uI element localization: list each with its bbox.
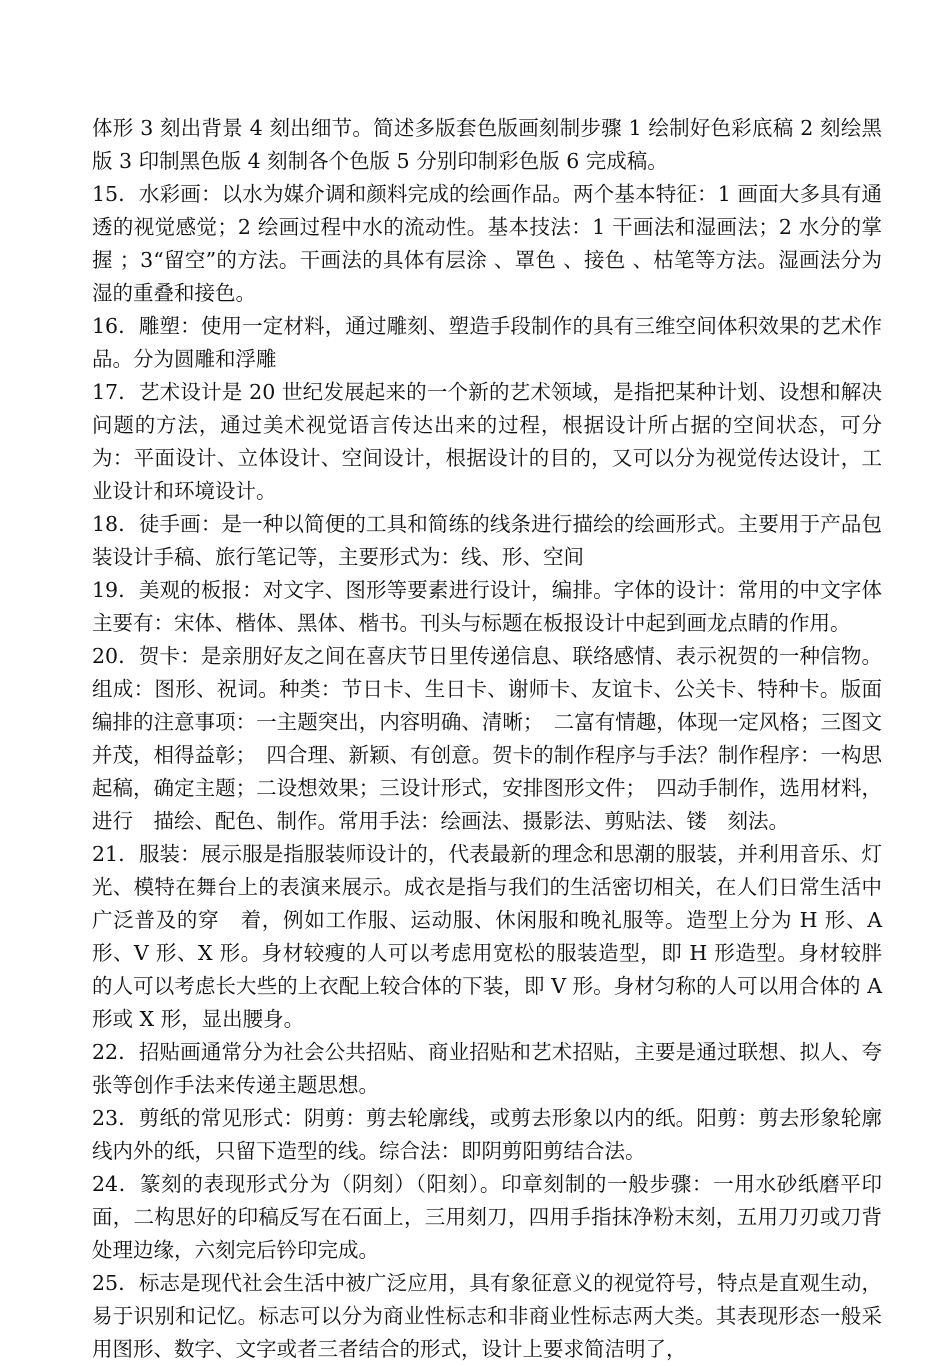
paragraph-continuation: 体形 3 刻出背景 4 刻出细节。简述多版套色版画刻制步骤 1 绘制好色彩底稿 2 刻绘黑版 3 印制黑色版 4 刻制各个色版 5 分别印制彩色版 6 完成稿。 bbox=[92, 116, 882, 173]
paragraph-22-poster: 22．招贴画通常分为社会公共招贴、商业招贴和艺术招贴，主要是通过联想、拟人、夸张等创作手法来传递主题思想。 bbox=[92, 1040, 882, 1097]
paragraph-16-sculpture: 16．雕塑：使用一定材料，通过雕刻、塑造手段制作的具有三维空间体积效果的艺术作品。分为圆雕和浮雕 bbox=[92, 314, 882, 371]
paragraph-18-freehand: 18．徒手画：是一种以简便的工具和简练的线条进行描绘的绘画形式。主要用于产品包装设计手稿、旅行笔记等，主要形式为：线、形、空间 bbox=[92, 512, 882, 569]
paragraph-20-greeting-card: 20．贺卡：是亲朋好友之间在喜庆节日里传递信息、联络感情、表示祝贺的一种信物。组成：图形、祝词。种类：节日卡、生日卡、谢师卡、友谊卡、公关卡、特种卡。版面编排的注意事项：一主题突出，内容明确、清晰； 二富有情趣，体现一定风格；三图文并茂，相得益彰； 四合理、新颖、有创意。贺卡的制作程序与手法？制作程序：一构思起稿，确定主题；二设想效果；三设计形式，安排图形文件； 四动手制作，选用材料，进行 描绘、配色、制作。常用手法：绘画法、摄影法、剪贴法、镂 刻法。 bbox=[92, 644, 882, 833]
paragraph-24-seal-carving: 24．篆刻的表现形式分为（阴刻）（阳刻）。印章刻制的一般步骤：一用水砂纸磨平印面，二构思好的印稿反写在石面上，三用刻刀，四用手指抹净粉末刻，五用刀刃或刀背处理边缘，六刻完后钤印完成。 bbox=[92, 1172, 882, 1262]
paragraph-21-clothing: 21．服装：展示服是指服装师设计的，代表最新的理念和思潮的服装，并利用音乐、灯光、模特在舞台上的表演来展示。成衣是指与我们的生活密切相关，在人们日常生活中广泛普及的穿 着，例如工作服、运动服、休闲服和晚礼服等。造型上分为 H 形、A 形、V 形、X 形。身材较瘦的人可以考虑用宽松的服装造型，即 H 形造型。身材较胖的人可以考虑长大些的上衣配上较合体的下装，即 V 形。身材匀称的人可以用合体的 A 形或 X 形，显出腰身。 bbox=[92, 842, 882, 1031]
paragraph-23-paper-cutting: 23．剪纸的常见形式：阴剪：剪去轮廓线，或剪去形象以内的纸。阳剪：剪去形象轮廓线内外的纸，只留下造型的线。综合法：即阴剪阳剪结合法。 bbox=[92, 1106, 882, 1163]
paragraph-15-watercolor: 15．水彩画：以水为媒介调和颜料完成的绘画作品。两个基本特征：1 画面大多具有通透的视觉感觉；2 绘画过程中水的流动性。基本技法：1 干画法和湿画法；2 水分的掌握 ；3“留空”的方法。干画法的具体有层涂 、罩色 、接色 、枯笔等方法。湿画法分为湿的重叠和接色。 bbox=[92, 182, 882, 305]
paragraph-25-logo: 25．标志是现代社会生活中被广泛应用，具有象征意义的视觉符号，特点是直观生动，易于识别和记忆。标志可以分为商业性标志和非商业性标志两大类。其表现形态一般采用图形、数字、文字或者三者结合的形式，设计上要求简洁明了， bbox=[92, 1271, 882, 1361]
paragraph-19-blackboard: 19．美观的板报：对文字、图形等要素进行设计，编排。字体的设计：常用的中文字体主要有：宋体、楷体、黑体、楷书。刊头与标题在板报设计中起到画龙点睛的作用。 bbox=[92, 578, 882, 635]
document-body bbox=[92, 112, 882, 1366]
paragraph-17-art-design: 17．艺术设计是 20 世纪发展起来的一个新的艺术领域，是指把某种计划、设想和解决问题的方法，通过美术视觉语言传达出来的过程，根据设计所占据的空间状态，可分为：平面设计、立体设计、空间设计，根据设计的目的，又可以分为视觉传达设计，工业设计和环境设计。 bbox=[92, 380, 882, 503]
